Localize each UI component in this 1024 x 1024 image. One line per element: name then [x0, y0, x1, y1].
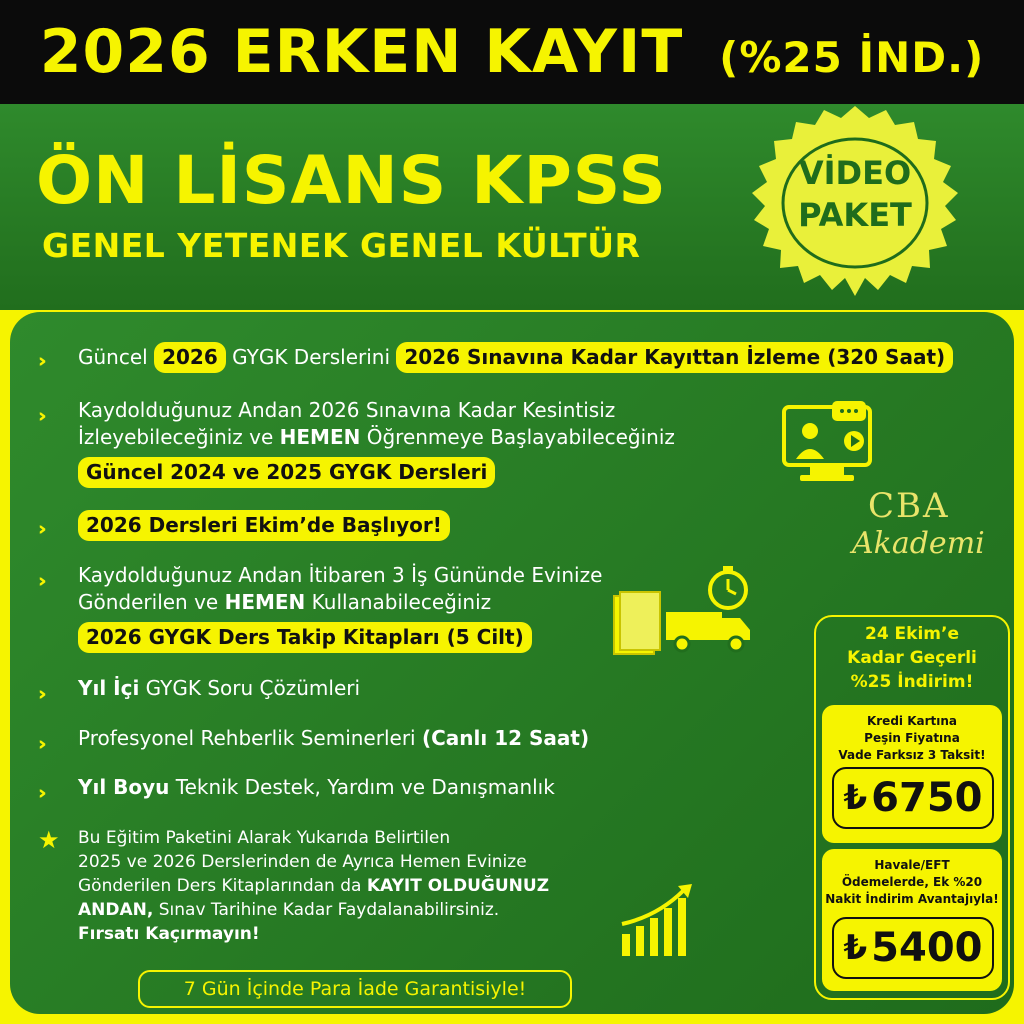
star-icon: ★ [38, 826, 60, 854]
feature-8-line-2: 2025 ve 2026 Derslerinden de Ayrıca Hemen Evinize [78, 852, 527, 872]
lira-currency-icon: ₺ [843, 928, 868, 968]
feature-1-watch-badge: 2026 Sınavına Kadar Kayıttan İzleme (320 Saat) [396, 342, 953, 373]
feature-item-4 [38, 562, 602, 653]
feature-8-emphasis-2: ANDAN, [78, 900, 154, 920]
feature-item-7 [38, 774, 555, 804]
feature-item-1 [38, 342, 953, 373]
card-payment-box [822, 705, 1002, 843]
banner-title: 2026 ERKEN KAYIT [39, 17, 684, 87]
feature-item-6 [38, 725, 590, 755]
feature-1-text-c: GYGK Derslerini [232, 345, 391, 369]
feature-2-line-1: Kaydolduğunuz Andan 2026 Sınavına Kadar Kesintisiz [78, 398, 616, 422]
feature-4-badge: 2026 GYGK Ders Takip Kitapları (5 Cilt) [78, 622, 532, 653]
offer-title-2: Kadar Geçerli [847, 648, 977, 668]
banner-discount: (%25 İND.) [719, 33, 985, 82]
chevron-right-icon: ›› [38, 683, 40, 705]
brand-logo [848, 486, 985, 576]
feature-8-closing: Fırsatı Kaçırmayın! [78, 924, 260, 944]
feature-4-line-2c: Kullanabileceğiniz [311, 590, 492, 614]
stamp-line1: VİDEO [798, 154, 912, 192]
feature-8-line-1: Bu Eğitim Paketini Alarak Yukarıda Belirtilen [78, 828, 451, 848]
offer-title-3: %25 İndirim! [850, 672, 974, 692]
wire-transfer-line-1: Havale/EFT [874, 858, 950, 872]
hero-title: ÖN LİSANS KPSS [36, 142, 667, 219]
feature-8-emphasis-1: KAYIT OLDUĞUNUZ [366, 876, 550, 896]
feature-item-5 [38, 675, 361, 705]
brand-logo-mark: CBA [868, 486, 950, 526]
wire-transfer-line-3: Nakit İndirim Avantajıyla! [825, 892, 999, 906]
feature-4-emphasis: HEMEN [224, 590, 306, 614]
feature-8-line-3a: Gönderilen Ders Kitaplarından da [78, 876, 362, 896]
card-price-value: 6750 [871, 775, 983, 821]
wire-price-value: 5400 [871, 925, 983, 971]
feature-4-line-2a: Gönderilen ve [78, 590, 219, 614]
feature-2-line-2a: İzleyebileceğiniz ve [78, 425, 274, 449]
chevron-right-icon: ›› [38, 733, 40, 755]
feature-2-emphasis: HEMEN [279, 425, 361, 449]
feature-item-8 [38, 826, 549, 946]
chevron-right-icon: ›› [38, 782, 40, 804]
card-payment-line-1: Kredi Kartına [866, 714, 958, 728]
online-lesson-monitor-icon [780, 397, 876, 493]
feature-6-bold: (Canlı 12 Saat) [421, 726, 590, 750]
offer-title-1: 24 Ekim’e [864, 624, 960, 644]
feature-3-badge: 2026 Dersleri Ekim’de Başlıyor! [78, 510, 450, 541]
hero-subtitle: GENEL YETENEK GENEL KÜLTÜR [42, 226, 641, 265]
feature-item-3 [38, 510, 450, 541]
video-package-stamp [738, 100, 972, 306]
feature-2-badge: Güncel 2024 ve 2025 GYGK Dersleri [78, 457, 495, 488]
stamp-line2: PAKET [798, 196, 912, 234]
growth-chart-icon [618, 880, 698, 960]
wire-transfer-box [822, 849, 1002, 991]
feature-1-year-badge: 2026 [154, 342, 226, 373]
banner-heading [40, 17, 985, 87]
book-delivery-truck-icon [612, 566, 762, 662]
chevron-right-icon: ›› [38, 350, 40, 372]
feature-1-text-a: Güncel [78, 345, 148, 369]
wire-transfer-line-2: Ödemelerde, Ek %20 [841, 875, 983, 889]
feature-5-bold: Yıl İçi [78, 676, 140, 700]
card-price [832, 767, 994, 829]
feature-8-line-4b: Sınav Tarihine Kadar Faydalanabilirsiniz. [158, 900, 500, 920]
discount-offer-box [814, 615, 1010, 1000]
money-back-guarantee: 7 Gün İçinde Para İade Garantisiyle! [138, 970, 572, 1008]
chevron-right-icon: ›› [38, 570, 40, 592]
feature-7-text: Teknik Destek, Yardım ve Danışmanlık [175, 775, 555, 799]
chevron-right-icon: ›› [38, 518, 40, 540]
feature-6-text: Profesyonel Rehberlik Seminerleri [78, 726, 416, 750]
wire-price [832, 917, 994, 979]
top-banner [0, 0, 1024, 104]
lira-currency-icon: ₺ [843, 778, 868, 818]
feature-5-text: GYGK Soru Çözümleri [145, 676, 361, 700]
feature-4-line-1: Kaydolduğunuz Andan İtibaren 3 İş Gününde Evinize [78, 563, 603, 587]
chevron-right-icon: ›› [38, 405, 40, 427]
brand-logo-name: Akademi [852, 526, 985, 561]
feature-item-2 [38, 397, 675, 488]
feature-2-line-2c: Öğrenmeye Başlayabileceğiniz [366, 425, 675, 449]
feature-7-bold: Yıl Boyu [78, 775, 170, 799]
card-payment-line-2: Peşin Fiyatına [864, 731, 960, 745]
card-payment-line-3: Vade Farksız 3 Taksit! [838, 748, 986, 762]
